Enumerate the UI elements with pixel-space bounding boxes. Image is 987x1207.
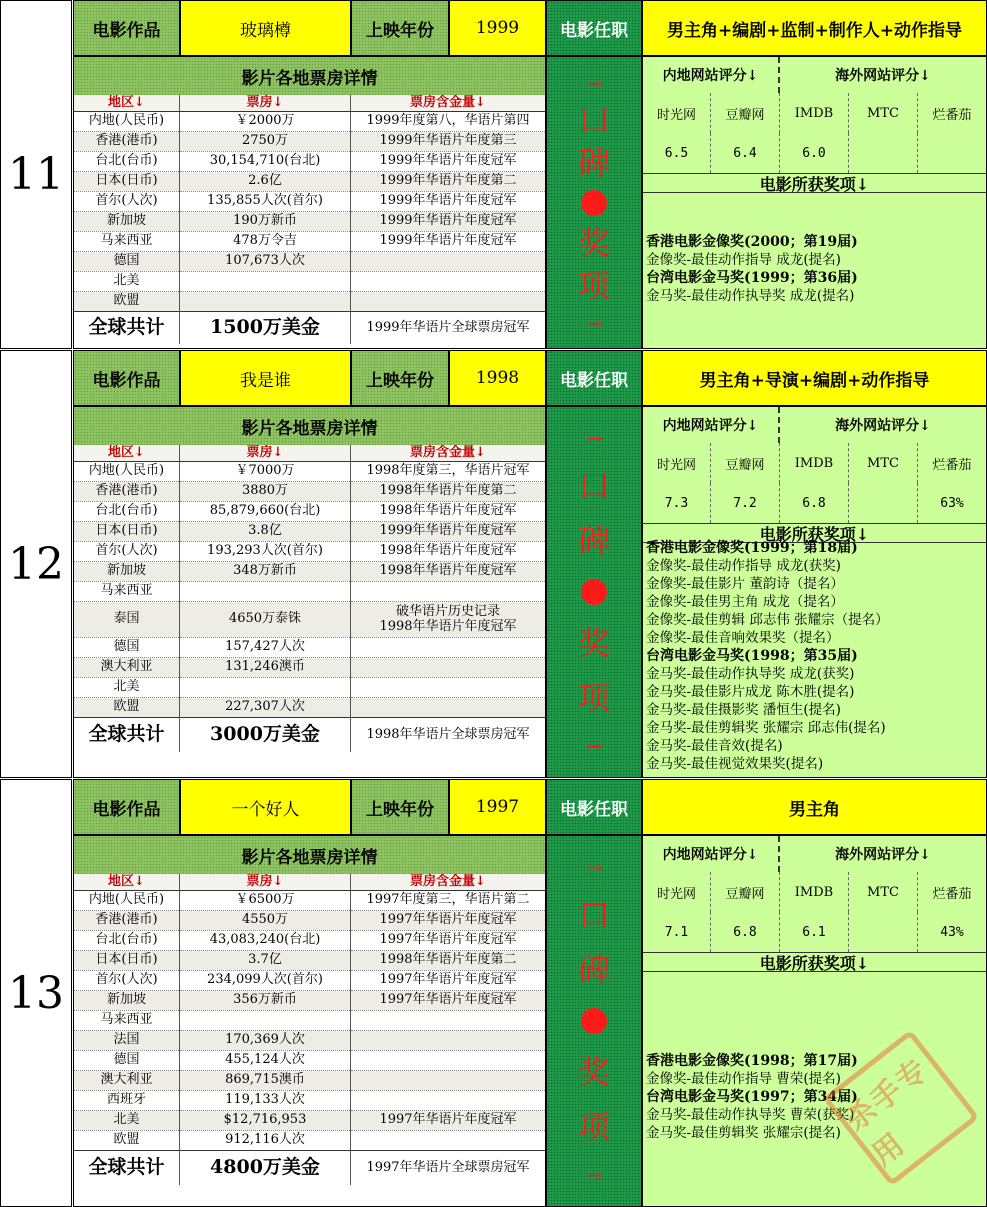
award-item: 金像奖-最佳动作指导 成龙(提名): [646, 252, 841, 268]
award-item: 金像奖-最佳音响效果奖（提名）: [646, 630, 840, 646]
note-cell: [351, 1011, 546, 1031]
boxoffice-cell: 4550万: [180, 911, 351, 931]
red-dot-icon: [581, 190, 607, 216]
arrow-right-icon: →: [585, 426, 603, 451]
award-ceremony: 台湾电影金马奖(1997；第34届): [646, 1089, 858, 1105]
awards-header: 电影所获奖项↓: [643, 173, 986, 193]
film-number: 13: [0, 779, 72, 1207]
boxoffice-cell: 119,133人次: [180, 1091, 351, 1111]
award-item: 金像奖-最佳剪辑 邱志伟 张耀宗（提名）: [646, 612, 889, 628]
table-row: [74, 152, 545, 172]
region-cell: 香港(港币): [74, 482, 180, 502]
site-imdb: IMDB: [780, 93, 849, 133]
arrow-right-icon: →: [585, 70, 603, 95]
award-item: 金马奖-最佳剪辑奖 张耀宗 邱志伟(提名): [646, 720, 886, 736]
award-ceremony: 台湾电影金马奖(1999；第36届): [646, 270, 858, 286]
note-cell: [351, 638, 546, 658]
reputation-char: 碑: [577, 950, 610, 989]
award-item: 金马奖-最佳视觉效果奖(提名): [646, 756, 824, 772]
role-label: 电影任职: [546, 0, 642, 56]
boxoffice-panel: [73, 406, 546, 778]
boxoffice-panel: [73, 56, 546, 349]
table-row: [74, 292, 545, 312]
region-cell: 德国: [74, 252, 180, 272]
film-title: 我是谁: [180, 350, 351, 406]
reputation-awards-column: [546, 406, 642, 778]
award-item: 金马奖-最佳影片成龙 陈木胜(提名): [646, 684, 855, 700]
award-item: 金马奖-最佳动作执导奖 曹荣(获奖): [646, 1107, 855, 1123]
global-label: 全球共计: [74, 312, 180, 345]
col-note-header: 票房含金量↓: [351, 445, 546, 462]
note-cell: 1998年华语片年度冠军: [351, 562, 546, 582]
arrow-right-icon: →: [585, 310, 603, 335]
region-cell: 香港(港币): [74, 132, 180, 152]
total-row: [74, 1151, 545, 1186]
awards-header: 电影所获奖项↓: [643, 523, 986, 543]
awards-char: 奖: [577, 624, 610, 663]
table-row: [74, 638, 545, 658]
award-ceremony: 香港电影金像奖(1999；第18届): [646, 540, 858, 556]
note-cell: [351, 292, 546, 312]
region-cell: 新加坡: [74, 991, 180, 1011]
site-douban: 豆瓣网: [711, 443, 780, 483]
note-cell: 1999年华语片年度冠军: [351, 192, 546, 212]
table-row: [74, 602, 545, 638]
region-cell: 马来西亚: [74, 582, 180, 602]
film-role: 男主角: [642, 779, 987, 835]
table-row: [74, 192, 545, 212]
year-label: 上映年份: [351, 0, 449, 56]
watermark-stamp: 杀手专用: [822, 1029, 979, 1186]
site-imdb: IMDB: [780, 872, 849, 912]
note-cell: 1997年华语片年度冠军: [351, 991, 546, 1011]
award-item: 金像奖-最佳男主角 成龙（提名）: [646, 594, 844, 610]
region-cell: 新加坡: [74, 212, 180, 232]
table-row: [74, 112, 545, 132]
note-cell: 1999年华语片年度第三: [351, 132, 546, 152]
awards-char: 奖: [577, 1053, 610, 1092]
boxoffice-cell: 85,879,660(台北): [180, 502, 351, 522]
rating-value: 6.5: [643, 133, 711, 173]
region-cell: 北美: [74, 1111, 180, 1131]
film-block-12: [0, 350, 987, 778]
table-row: [74, 502, 545, 522]
note-cell: 1998年华语片年度冠军: [351, 542, 546, 562]
mainland-rating-header: 内地网站评分↓: [643, 57, 780, 93]
award-item: 金马奖-最佳动作执导奖 成龙(提名): [646, 288, 855, 304]
col-note-header: 票房含金量↓: [351, 95, 546, 112]
awards-header: 电影所获奖项↓: [643, 952, 986, 972]
region-cell: 新加坡: [74, 562, 180, 582]
rating-value: 43%: [940, 924, 964, 940]
table-row: [74, 1111, 545, 1131]
awards-char: 项: [577, 266, 610, 305]
boxoffice-table: [74, 95, 545, 344]
arrow-right-icon: →: [585, 733, 603, 758]
boxoffice-cell: $12,716,953: [180, 1111, 351, 1131]
award-ceremony: 台湾电影金马奖(1998；第35届): [646, 648, 858, 664]
rating-value: 7.3: [643, 483, 711, 523]
col-boxoffice-header: 票房↓: [180, 874, 351, 891]
note-cell: [351, 272, 546, 292]
award-item: 金马奖-最佳动作执导奖 成龙(获奖): [646, 666, 855, 682]
boxoffice-cell: 30,154,710(台北): [180, 152, 351, 172]
global-note: 1997年华语片全球票房冠军: [351, 1151, 546, 1186]
note-cell: 1997年华语片年度冠军: [351, 911, 546, 931]
table-row: [74, 911, 545, 931]
note-cell: [351, 1051, 546, 1071]
year-label: 上映年份: [351, 779, 449, 835]
boxoffice-title: 影片各地票房详情: [74, 407, 545, 445]
award-item: 金马奖-最佳音效(提名): [646, 738, 783, 754]
table-row: [74, 582, 545, 602]
note-cell: 1999年度第八，华语片第四: [351, 112, 546, 132]
note-cell: 1998年华语片年度第二: [351, 482, 546, 502]
note-cell: 破华语片历史记录 1998年华语片年度冠军: [351, 602, 546, 638]
awards-list: [646, 233, 984, 305]
global-label: 全球共计: [74, 718, 180, 753]
arrow-right-icon: →: [585, 1162, 603, 1187]
site-rottentomatoes: 烂番茄: [932, 457, 972, 473]
note-cell: [351, 658, 546, 678]
table-row: [74, 172, 545, 192]
global-total: 4800万美金: [180, 1151, 351, 1186]
boxoffice-cell: 869,715澳币: [180, 1071, 351, 1091]
rating-value: [849, 912, 918, 952]
region-cell: 澳大利亚: [74, 1071, 180, 1091]
site-rottentomatoes: 烂番茄: [932, 107, 972, 123]
note-cell: 1997年华语片年度冠军: [351, 931, 546, 951]
role-label: 电影任职: [546, 350, 642, 406]
boxoffice-cell: 193,293人次(首尔): [180, 542, 351, 562]
table-row: [74, 678, 545, 698]
note-cell: [351, 252, 546, 272]
mainland-rating-header: 内地网站评分↓: [643, 836, 780, 872]
global-note: 1998年华语片全球票房冠军: [351, 718, 546, 753]
region-cell: 澳大利亚: [74, 658, 180, 678]
boxoffice-panel: [73, 835, 546, 1207]
site-mtc: MTC: [849, 93, 918, 133]
rating-value: [918, 133, 986, 173]
boxoffice-cell: 912,116人次: [180, 1131, 351, 1151]
film-year: 1999: [449, 0, 546, 56]
rating-value: 7.2: [711, 483, 780, 523]
region-cell: 台北(台币): [74, 152, 180, 172]
table-row: [74, 252, 545, 272]
region-cell: 日本(日币): [74, 172, 180, 192]
rating-value: 6.1: [780, 912, 849, 952]
table-row: [74, 698, 545, 718]
note-cell: 1999年华语片年度冠军: [351, 212, 546, 232]
region-cell: 内地(人民币): [74, 112, 180, 132]
year-label: 上映年份: [351, 350, 449, 406]
reputation-char: 碑: [577, 143, 610, 182]
site-mtc: MTC: [849, 443, 918, 483]
film-year: 1997: [449, 779, 546, 835]
boxoffice-table: [74, 874, 545, 1185]
site-mtime: 时光网: [643, 443, 711, 483]
rating-value: 6.8: [780, 483, 849, 523]
film-title: 玻璃樽: [180, 0, 351, 56]
boxoffice-cell: 190万新币: [180, 212, 351, 232]
region-cell: 欧盟: [74, 1131, 180, 1151]
region-cell: 北美: [74, 678, 180, 698]
global-note: 1999年华语片全球票房冠军: [351, 312, 546, 345]
region-cell: 台北(台币): [74, 931, 180, 951]
arrow-right-icon: →: [585, 855, 603, 880]
reputation-char: 碑: [577, 521, 610, 560]
region-cell: 香港(港币): [74, 911, 180, 931]
region-cell: 首尔(人次): [74, 971, 180, 991]
rating-value: [849, 483, 918, 523]
region-cell: 日本(日币): [74, 522, 180, 542]
rating-value: 6.4: [711, 133, 780, 173]
global-total: 3000万美金: [180, 718, 351, 753]
region-cell: 首尔(人次): [74, 192, 180, 212]
note-cell: 1998年华语片年度第二: [351, 951, 546, 971]
note-cell: 1998年度第三，华语片冠军: [351, 462, 546, 482]
table-row: [74, 658, 545, 678]
note-cell: 1997年华语片年度冠军: [351, 1111, 546, 1131]
table-row: [74, 1071, 545, 1091]
region-cell: 首尔(人次): [74, 542, 180, 562]
boxoffice-cell: 455,124人次: [180, 1051, 351, 1071]
reputation-char: 口: [577, 467, 610, 506]
ratings-awards-panel: [642, 406, 987, 778]
table-row: [74, 482, 545, 502]
table-row: [74, 272, 545, 292]
boxoffice-title: 影片各地票房详情: [74, 836, 545, 874]
col-boxoffice-header: 票房↓: [180, 445, 351, 462]
boxoffice-cell: 43,083,240(台北): [180, 931, 351, 951]
site-mtime: 时光网: [643, 93, 711, 133]
boxoffice-cell: [180, 582, 351, 602]
film-number: 11: [0, 0, 72, 349]
awards-char: 奖: [577, 223, 610, 262]
note-cell: 1999年华语片年度冠军: [351, 522, 546, 542]
award-item: 金马奖-最佳摄影奖 潘恒生(提名): [646, 702, 841, 718]
overseas-rating-header: 海外网站评分↓: [835, 847, 931, 863]
boxoffice-cell: ￥2000万: [180, 112, 351, 132]
reputation-char: 口: [577, 100, 610, 139]
film-block-11: [0, 0, 987, 349]
table-row: [74, 991, 545, 1011]
region-cell: 欧盟: [74, 698, 180, 718]
table-row: [74, 232, 545, 252]
table-row: [74, 1091, 545, 1111]
site-imdb: IMDB: [780, 443, 849, 483]
note-cell: 1999年华语片年度第二: [351, 172, 546, 192]
total-row: [74, 312, 545, 345]
boxoffice-cell: [180, 678, 351, 698]
note-cell: [351, 1031, 546, 1051]
table-row: [74, 1031, 545, 1051]
note-cell: [351, 698, 546, 718]
col-note-header: 票房含金量↓: [351, 874, 546, 891]
table-row: [74, 522, 545, 542]
boxoffice-table: [74, 445, 545, 752]
table-row: [74, 132, 545, 152]
table-row: [74, 1051, 545, 1071]
rating-value: 6.8: [711, 912, 780, 952]
total-row: [74, 718, 545, 753]
note-cell: 1997年华语片年度冠军: [351, 971, 546, 991]
region-cell: 马来西亚: [74, 1011, 180, 1031]
rating-value: [849, 133, 918, 173]
rating-value: 6.0: [780, 133, 849, 173]
mainland-rating-header: 内地网站评分↓: [643, 407, 780, 443]
rating-value: 63%: [940, 495, 964, 511]
col-region-header: 地区↓: [74, 445, 180, 462]
overseas-rating-header: 海外网站评分↓: [835, 418, 931, 434]
boxoffice-cell: 4650万泰铢: [180, 602, 351, 638]
awards-list: [646, 539, 984, 773]
region-cell: 台北(台币): [74, 502, 180, 522]
note-cell: 1999年华语片年度冠军: [351, 152, 546, 172]
film-block-13: [0, 779, 987, 1207]
film-label: 电影作品: [73, 779, 180, 835]
region-cell: 德国: [74, 1051, 180, 1071]
boxoffice-cell: 157,427人次: [180, 638, 351, 658]
table-row: [74, 931, 545, 951]
region-cell: 内地(人民币): [74, 462, 180, 482]
boxoffice-cell: 135,855人次(首尔): [180, 192, 351, 212]
award-item: 金像奖-最佳动作指导 曹荣(提名): [646, 1071, 841, 1087]
boxoffice-cell: 356万新币: [180, 991, 351, 1011]
film-title: 一个好人: [180, 779, 351, 835]
site-mtc: MTC: [849, 872, 918, 912]
note-cell: [351, 1131, 546, 1151]
boxoffice-cell: 2.6亿: [180, 172, 351, 192]
red-dot-icon: [581, 579, 607, 605]
reputation-awards-column: [546, 56, 642, 349]
region-cell: 西班牙: [74, 1091, 180, 1111]
award-ceremony: 香港电影金像奖(1998；第17届): [646, 1053, 858, 1069]
col-region-header: 地区↓: [74, 95, 180, 112]
boxoffice-cell: 478万令吉: [180, 232, 351, 252]
global-total: 1500万美金: [180, 312, 351, 345]
table-row: [74, 951, 545, 971]
boxoffice-cell: [180, 1011, 351, 1031]
boxoffice-cell: [180, 272, 351, 292]
global-label: 全球共计: [74, 1151, 180, 1186]
table-row: [74, 542, 545, 562]
table-row: [74, 971, 545, 991]
table-row: [74, 1131, 545, 1151]
boxoffice-title: 影片各地票房详情: [74, 57, 545, 95]
rating-value: 7.1: [643, 912, 711, 952]
region-cell: 法国: [74, 1031, 180, 1051]
table-row: [74, 1011, 545, 1031]
region-cell: 马来西亚: [74, 232, 180, 252]
boxoffice-cell: 234,099人次(首尔): [180, 971, 351, 991]
boxoffice-cell: 131,246澳币: [180, 658, 351, 678]
boxoffice-cell: 3880万: [180, 482, 351, 502]
table-header-row: [74, 874, 545, 891]
boxoffice-cell: ￥7000万: [180, 462, 351, 482]
note-cell: 1998年华语片年度冠军: [351, 502, 546, 522]
award-item: 金像奖-最佳动作指导 成龙(获奖): [646, 558, 841, 574]
film-role: 男主角+导演+编剧+动作指导: [642, 350, 987, 406]
table-header-row: [74, 95, 545, 112]
award-item: 金像奖-最佳影片 董韵诗（提名）: [646, 576, 844, 592]
boxoffice-cell: 170,369人次: [180, 1031, 351, 1051]
film-year: 1998: [449, 350, 546, 406]
boxoffice-cell: ￥6500万: [180, 891, 351, 911]
film-label: 电影作品: [73, 350, 180, 406]
region-cell: 北美: [74, 272, 180, 292]
table-row: [74, 891, 545, 911]
reputation-char: 口: [577, 896, 610, 935]
table-header-row: [74, 445, 545, 462]
film-number: 12: [0, 350, 72, 778]
red-dot-icon: [581, 1008, 607, 1034]
note-cell: 1997年度第三，华语片第二: [351, 891, 546, 911]
note-cell: 1999年华语片年度冠军: [351, 232, 546, 252]
awards-char: 项: [577, 1107, 610, 1146]
boxoffice-cell: 227,307人次: [180, 698, 351, 718]
boxoffice-cell: 3.7亿: [180, 951, 351, 971]
region-cell: 德国: [74, 638, 180, 658]
film-role: 男主角+编剧+监制+制作人+动作指导: [642, 0, 987, 56]
site-mtime: 时光网: [643, 872, 711, 912]
award-item: 金马奖-最佳剪辑奖 张耀宗(提名): [646, 1125, 841, 1141]
table-row: [74, 212, 545, 232]
region-cell: 欧盟: [74, 292, 180, 312]
note-cell: [351, 678, 546, 698]
ratings-awards-panel: [642, 56, 987, 349]
col-boxoffice-header: 票房↓: [180, 95, 351, 112]
boxoffice-cell: 348万新币: [180, 562, 351, 582]
site-rottentomatoes: 烂番茄: [932, 886, 972, 902]
note-cell: [351, 1091, 546, 1111]
site-douban: 豆瓣网: [711, 93, 780, 133]
award-ceremony: 香港电影金像奖(2000；第19届): [646, 234, 858, 250]
boxoffice-cell: 3.8亿: [180, 522, 351, 542]
role-label: 电影任职: [546, 779, 642, 835]
awards-char: 项: [577, 678, 610, 717]
col-region-header: 地区↓: [74, 874, 180, 891]
reputation-awards-column: [546, 835, 642, 1207]
note-cell: [351, 1071, 546, 1091]
overseas-rating-header: 海外网站评分↓: [835, 68, 931, 84]
region-cell: 日本(日币): [74, 951, 180, 971]
table-row: [74, 562, 545, 582]
boxoffice-cell: 2750万: [180, 132, 351, 152]
region-cell: 泰国: [74, 602, 180, 638]
boxoffice-cell: [180, 292, 351, 312]
film-label: 电影作品: [73, 0, 180, 56]
site-douban: 豆瓣网: [711, 872, 780, 912]
boxoffice-cell: 107,673人次: [180, 252, 351, 272]
region-cell: 内地(人民币): [74, 891, 180, 911]
table-row: [74, 462, 545, 482]
note-cell: [351, 582, 546, 602]
